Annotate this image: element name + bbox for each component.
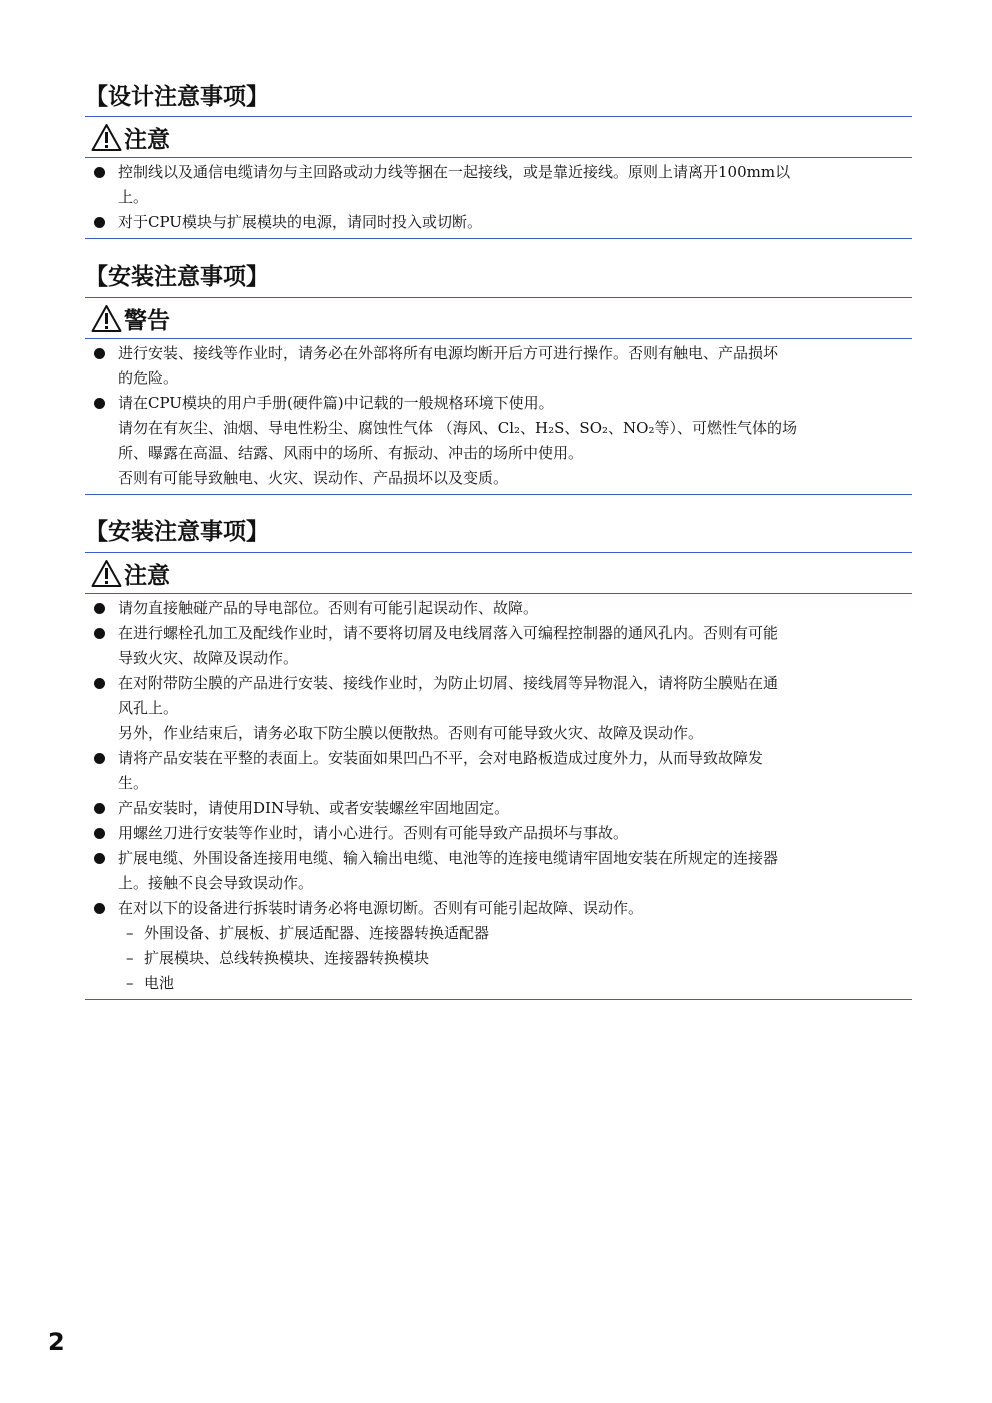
list-item: 对于CPU模块与扩展模块的电源，请同时投入或切断。 (85, 210, 912, 235)
bullet-icon (94, 853, 105, 864)
caution-heading (85, 553, 912, 593)
dash-icon: – (126, 949, 134, 967)
dash-icon: – (126, 974, 134, 992)
section-title-install-caution: 【安装注意事项】 (85, 519, 269, 545)
list-item: 产品安装时，请使用DIN导轨、或者安装螺丝牢固地固定。 (85, 796, 912, 821)
caution-list (85, 158, 912, 238)
bullet-icon (94, 603, 105, 614)
list-item: 控制线以及通信电缆请勿与主回路或动力线等捆在一起接线，或是靠近接线。原则上请离开100mm以 上。 (85, 160, 912, 210)
warning-label: 警告 (124, 307, 170, 334)
caution-label: 注意 (124, 562, 170, 589)
caution-label: 注意 (124, 126, 170, 153)
list-item: 在对以下的设备进行拆装时请务必将电源切断。否则有可能引起故障、误动作。 – 外围设备、扩展板、扩展适配器、连接器转换适配器 – 扩展模块、总线转换模块、连接器转换模块 – 电池 (85, 896, 912, 996)
bullet-icon (94, 398, 105, 409)
bullet-icon (94, 753, 105, 764)
list-item: 在对附带防尘膜的产品进行安装、接线作业时，为防止切屑、接线屑等异物混入，请将防尘膜贴在通 风孔上。 另外，作业结束后，请务必取下防尘膜以便散热。否则有可能导致火灾、故障及误动作。 (85, 671, 912, 746)
section-title-design-caution: 【设计注意事项】 (85, 84, 269, 110)
rule-bottom (85, 494, 912, 495)
list-item: 请在CPU模块的用户手册(硬件篇)中记载的一般规格环境下使用。 请勿在有灰尘、油烟、导电性粉尘、腐蚀性气体 （海风、Cl₂、H₂S、SO₂、NO₂等）、可燃性气体的场 所、曝露在高温、结露、风雨中的场所、有振动、冲击的场所中使用。 否则有可能导致触电、火灾、误动作、产品损坏以及变质。 (85, 391, 912, 491)
list-item: 在进行螺栓孔加工及配线作业时，请不要将切屑及电线屑落入可编程控制器的通风孔内。否则有可能 导致火灾、故障及误动作。 (85, 621, 912, 671)
install-warning-box (85, 297, 912, 495)
sub-item: – 外围设备、扩展板、扩展适配器、连接器转换适配器 (118, 921, 887, 946)
dash-icon: – (126, 924, 134, 942)
list-item: 进行安装、接线等作业时，请务必在外部将所有电源均断开后方可进行操作。否则有触电、产品损坏 的危险。 (85, 341, 912, 391)
list-item: 请将产品安装在平整的表面上。安装面如果凹凸不平，会对电路板造成过度外力，从而导致故障发 生。 (85, 746, 912, 796)
bullet-icon (94, 628, 105, 639)
rule-bottom (85, 238, 912, 239)
rule-bottom (85, 999, 912, 1000)
warning-triangle-icon (91, 304, 122, 333)
install-caution-box (85, 552, 912, 1000)
bullet-icon (94, 217, 105, 228)
bullet-icon (94, 348, 105, 359)
bullet-icon (94, 803, 105, 814)
bullet-icon (94, 167, 105, 178)
design-caution-box (85, 116, 912, 239)
section-title-install-warning: 【安装注意事项】 (85, 264, 269, 290)
sub-item: – 电池 (118, 971, 887, 996)
list-item: 扩展电缆、外围设备连接用电缆、输入输出电缆、电池等的连接电缆请牢固地安装在所规定的连接器 上。接触不良会导致误动作。 (85, 846, 912, 896)
list-item: 用螺丝刀进行安装等作业时，请小心进行。否则有可能导致产品损坏与事故。 (85, 821, 912, 846)
warning-triangle-icon (91, 123, 122, 152)
page-number: 2 (48, 1328, 65, 1356)
bullet-icon (94, 903, 105, 914)
bullet-icon (94, 828, 105, 839)
warning-heading (85, 298, 912, 338)
warning-triangle-icon (91, 559, 122, 588)
list-item: 请勿直接触碰产品的导电部位。否则有可能引起误动作、故障。 (85, 596, 912, 621)
sub-item: – 扩展模块、总线转换模块、连接器转换模块 (118, 946, 887, 971)
bullet-icon (94, 678, 105, 689)
caution-list (85, 594, 912, 999)
warning-list (85, 339, 912, 494)
caution-heading (85, 117, 912, 157)
